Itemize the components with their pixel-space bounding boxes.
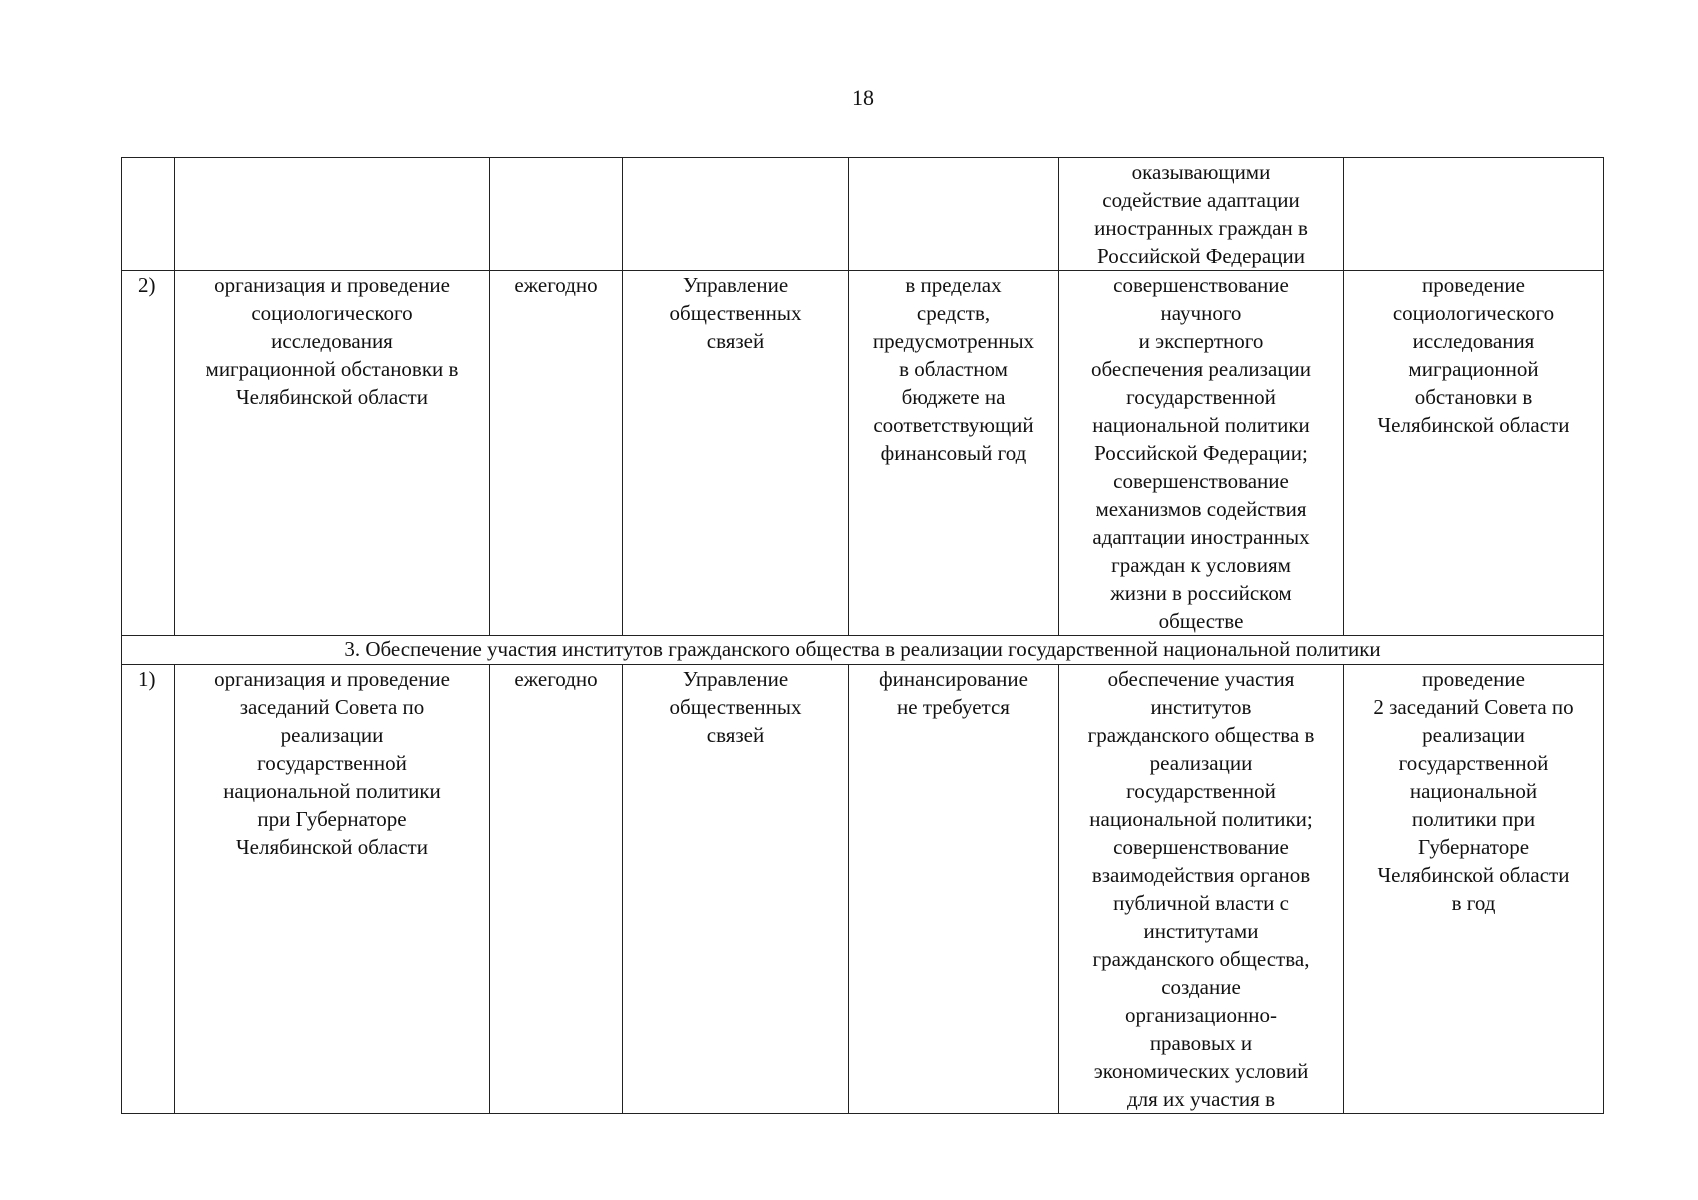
section-3-title: 3. Обеспечение участия институтов гражданского общества в реализации государственной национальной политики xyxy=(122,636,1604,665)
cell-activity: организация и проведение заседаний Совета по реализации государственной национальной политики при Губернаторе Челябинской области xyxy=(175,665,490,1114)
table-row-1 xyxy=(122,665,1604,1114)
table-row-continuation xyxy=(122,158,1604,271)
cell-result xyxy=(1344,158,1604,271)
table-row-2 xyxy=(122,271,1604,636)
cell-financing: в пределах средств, предусмотренных в областном бюджете на соответствующий финансовый год xyxy=(849,271,1059,636)
cell-period: ежегодно xyxy=(490,271,623,636)
cell-result: проведение 2 заседаний Совета по реализации государственной национальной политики при Губернаторе Челябинской области в год xyxy=(1344,665,1604,1114)
cell-responsible: Управление общественных связей xyxy=(623,271,849,636)
cell-financing xyxy=(849,158,1059,271)
cell-financing: финансирование не требуется xyxy=(849,665,1059,1114)
cell-goal: совершенствование научного и экспертного обеспечения реализации государственной национальной политики Российской Федерации; совершенствование механизмов содействия адаптации иностранных граждан к условиям жизни в российском обществе xyxy=(1059,271,1344,636)
page-number: 18 xyxy=(852,85,874,110)
cell-responsible xyxy=(623,158,849,271)
cell-goal: оказывающими содействие адаптации иностранных граждан в Российской Федерации xyxy=(1059,158,1344,271)
cell-activity: организация и проведение социологического исследования миграционной обстановки в Челябинской области xyxy=(175,271,490,636)
cell-responsible: Управление общественных связей xyxy=(623,665,849,1114)
section-header-row xyxy=(122,636,1604,665)
cell-number: 2) xyxy=(122,271,175,636)
cell-result: проведение социологического исследования миграционной обстановки в Челябинской области xyxy=(1344,271,1604,636)
cell-goal: обеспечение участия институтов гражданского общества в реализации государственной национальной политики; совершенствование взаимодействия органов публичной власти с институтами гражданского общества, создание организационно- правовых и экономических условий для их участия в xyxy=(1059,665,1344,1114)
cell-number xyxy=(122,158,175,271)
cell-period xyxy=(490,158,623,271)
cell-activity xyxy=(175,158,490,271)
activities-table xyxy=(121,157,1604,1114)
cell-period: ежегодно xyxy=(490,665,623,1114)
cell-number: 1) xyxy=(122,665,175,1114)
